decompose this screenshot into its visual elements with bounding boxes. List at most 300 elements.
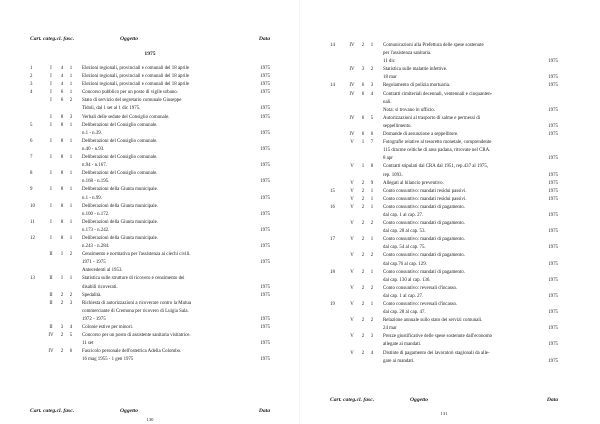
entry-subject-line <box>82 308 270 316</box>
entry-subject-text: Autorizzazioni al trasporto di salme e permessi di <box>383 115 481 121</box>
entry-date: 1975 <box>260 114 270 120</box>
inventory-entry <box>330 115 558 131</box>
entry-subject-text: Conto consuntivo: mandati di pagamento. <box>383 253 465 259</box>
file-number: 2 <box>370 318 374 324</box>
entry-date: 1975 <box>260 211 270 217</box>
entry-subject-line <box>82 340 270 348</box>
left-entry-list <box>30 65 270 364</box>
inventory-entry <box>30 292 270 300</box>
entry-subject-text: Regolamento di polizia mortuaria. <box>383 83 451 89</box>
entry-subject-text: n.1 - n.99. <box>82 195 102 201</box>
inventory-entry <box>30 348 270 364</box>
entry-date: 1975 <box>548 245 558 251</box>
class-number: 1 <box>60 252 64 258</box>
entry-date: 1975 <box>260 341 270 347</box>
entry-subject-line <box>383 42 558 50</box>
footer-subject-label: Oggetto <box>410 397 429 403</box>
entry-subject-line <box>82 332 270 340</box>
entry-date: 1975 <box>548 229 558 235</box>
entry-subject-line <box>82 65 270 73</box>
entry-subject-line <box>383 293 558 301</box>
class-number: 6 <box>361 83 365 89</box>
entry-subject-text: Prezze giustificative delle spese sostenute dall'economo <box>383 334 493 340</box>
inventory-entry <box>330 333 558 349</box>
entry-subject-text: n.1 - n.39. <box>82 130 102 136</box>
entry-subject-line <box>383 285 558 293</box>
entry-subject-line <box>82 243 270 251</box>
entry-subject-line <box>383 220 558 228</box>
category-number: V <box>350 302 354 307</box>
entry-subject-text: dal cap. 28 al cap. 47. <box>383 310 426 316</box>
box-number: 10 <box>30 203 35 209</box>
category-number: V <box>350 334 354 340</box>
entry-subject-text: rep. 1093. <box>383 172 403 178</box>
entry-subject-line <box>82 356 270 364</box>
inventory-entry <box>30 97 270 113</box>
entry-subject-line <box>82 292 270 300</box>
left-page-header <box>30 36 270 45</box>
file-number: 2 <box>370 221 374 227</box>
inventory-entry <box>330 42 558 66</box>
entry-subject-line <box>383 309 558 317</box>
footer-cat-label: Cart. categ.cl. fasc. <box>330 397 375 403</box>
entry-subject-line <box>383 107 558 115</box>
category-number: V <box>350 196 354 202</box>
entry-subject-line <box>383 115 558 123</box>
file-number: 3 <box>370 83 374 89</box>
entry-subject-text: 11 set <box>82 341 94 347</box>
inventory-entry <box>30 203 270 219</box>
entry-subject-line <box>383 147 558 155</box>
class-number: 2 <box>361 237 365 243</box>
entry-subject-text: Conto consuntivo: mandati di pagamento. <box>383 237 465 243</box>
entry-date: 1975 <box>548 180 558 186</box>
category-number: V <box>350 285 354 291</box>
entry-date: 1975 <box>260 66 270 71</box>
inventory-entry <box>30 114 270 122</box>
entry-subject-line <box>82 284 270 292</box>
class-number: 2 <box>361 221 365 227</box>
entry-subject-line <box>82 267 270 275</box>
entry-subject-text: Elezioni regionali, provinciali e comunali del 18 aprile <box>82 66 190 71</box>
category-number: V <box>350 221 354 227</box>
inventory-entry <box>330 188 558 196</box>
entry-subject-text: Deliberazioni della Giunta municipale. <box>82 235 159 241</box>
class-number: 3 <box>361 67 365 73</box>
category-number: I <box>50 138 52 144</box>
entry-subject-text: Nota: si trovano in ufficio. <box>383 107 435 113</box>
entry-subject-line <box>82 138 270 146</box>
entry-subject-text: Contratti stipulati dal CRA dal 1951, rep.437 al 1975, <box>383 164 489 170</box>
category-number: V <box>350 140 354 146</box>
entry-subject-text: Richiesta di autorizzazioni a ricoverare contro la Mutua <box>82 300 192 306</box>
entry-subject-text: Deliberazioni della Giunta municipale. <box>82 203 159 209</box>
entry-subject-text: n.94 - n.167. <box>82 163 107 169</box>
entry-subject-text: Conto consuntivo: mandati di pagamento. <box>383 204 465 210</box>
file-number: 9 <box>370 180 374 186</box>
page-spine <box>299 0 300 424</box>
category-number: V <box>350 269 354 275</box>
entry-date: 1975 <box>260 82 270 88</box>
file-number: 5 <box>69 333 73 339</box>
file-number: 1 <box>370 43 374 48</box>
inventory-entry <box>330 139 558 163</box>
header-cat-label: Cart. categ.cl. fasc. <box>30 36 75 42</box>
entry-subject-text: Conto consuntivo: mandati residui passivi. <box>383 196 467 202</box>
right-page-footer <box>330 397 558 406</box>
entry-subject-line <box>82 235 270 243</box>
entry-subject-line <box>383 358 558 366</box>
box-number: 3 <box>30 82 33 88</box>
class-number: 8 <box>60 171 64 177</box>
entry-subject-text: per l'assistenza sanitaria. <box>383 51 432 57</box>
entry-subject-text: Deliberazioni del Consiglio comunale. <box>82 138 158 144</box>
file-number: 1 <box>69 138 73 144</box>
file-number: 1 <box>370 302 374 307</box>
entry-subject-line <box>82 122 270 130</box>
entry-subject-line <box>82 105 270 113</box>
entry-subject-line <box>82 162 270 170</box>
class-number: 6 <box>60 90 64 96</box>
class-number: 1 <box>361 140 365 146</box>
file-number: 1 <box>370 188 374 194</box>
footer-cat-label: Cart. categ.cl. fasc. <box>30 408 75 414</box>
entry-subject-text: Allegati al bilancio preventivo. <box>383 180 444 186</box>
category-number: I <box>50 90 52 96</box>
entry-subject-text: 115 dracme celtiche di area padana, ritrovate nel CRA. <box>383 148 491 154</box>
entry-subject-line <box>82 324 270 332</box>
entry-date: 1975 <box>548 326 558 332</box>
class-number: 2 <box>60 333 64 339</box>
file-number: 2 <box>69 292 73 298</box>
entry-date: 1975 <box>260 130 270 136</box>
file-number: 6 <box>370 132 374 138</box>
entry-subject-line <box>383 277 558 285</box>
entry-subject-line <box>383 261 558 269</box>
entry-subject-line <box>383 252 558 260</box>
file-number: 1 <box>69 187 73 193</box>
inventory-entry <box>330 301 558 317</box>
class-number: 6 <box>361 132 365 138</box>
year-heading: 1975 <box>144 51 156 57</box>
file-number: 2 <box>69 252 73 258</box>
box-number: 7 <box>30 155 33 161</box>
box-number: 14 <box>330 43 335 48</box>
entry-date: 1975 <box>548 107 558 113</box>
header-subject-label: Oggetto <box>120 36 139 42</box>
inventory-entry <box>30 300 270 324</box>
inventory-entry <box>330 252 558 268</box>
entry-subject-line <box>383 50 558 58</box>
entry-subject-text: Fotografie relative al tesoretto monetale, comprendente <box>383 140 492 146</box>
file-number: 3 <box>69 300 73 306</box>
entry-subject-text: Relazione annuale sullo stato dei servizi comunali. <box>383 318 483 324</box>
entry-date: 1975 <box>548 212 558 218</box>
entry-subject-text: Conto consuntivo: reversali d'incasso. <box>383 285 458 291</box>
box-number: 9 <box>30 187 33 193</box>
category-number: II <box>49 292 53 298</box>
class-number: 3 <box>60 325 64 330</box>
box-number: 13 <box>30 276 35 282</box>
inventory-entry <box>330 220 558 236</box>
class-number: 8 <box>60 114 64 120</box>
class-number: 2 <box>361 269 365 275</box>
entry-subject-text: Colonie estive per minori. <box>82 325 134 330</box>
class-number: 6 <box>361 115 365 121</box>
file-number: 2 <box>370 67 374 73</box>
inventory-entry <box>30 235 270 251</box>
class-number: 2 <box>361 188 365 194</box>
box-number: 8 <box>30 171 33 177</box>
class-number: 8 <box>60 138 64 144</box>
entry-date: 1975 <box>548 277 558 283</box>
category-number: IV <box>349 83 355 89</box>
entry-subject-line <box>383 188 558 196</box>
file-number: 4 <box>69 325 73 330</box>
class-number: 8 <box>60 235 64 241</box>
category-number: V <box>350 180 354 186</box>
entry-subject-line <box>82 195 270 203</box>
entry-subject-text: dal cap. 1 al cap. 27. <box>383 212 424 218</box>
right-page-number: 131 <box>440 411 448 416</box>
category-number: II <box>49 276 53 282</box>
category-number: IV <box>349 132 355 138</box>
entry-subject-text: Antecedenti al 1953. <box>82 268 123 274</box>
entry-subject-text: Verbali delle sedute del Consiglio comunale. <box>82 114 170 120</box>
category-number: I <box>50 82 52 88</box>
category-number: IV <box>349 43 355 48</box>
file-number: 7 <box>370 140 374 146</box>
entry-subject-line <box>82 81 270 89</box>
entry-subject-text: 16 mag 1955 - 1 gen 1975 <box>82 357 134 363</box>
file-number: 2 <box>370 285 374 291</box>
class-number: 2 <box>361 196 365 202</box>
inventory-entry <box>30 122 270 138</box>
class-number: 8 <box>60 219 64 225</box>
entry-subject-text: Conto consuntivo: mandati di pagamento. <box>383 221 465 227</box>
entry-subject-line <box>383 163 558 171</box>
box-number: 16 <box>330 204 335 210</box>
header-date-label: Data <box>258 36 270 42</box>
inventory-entry <box>30 81 270 89</box>
entry-subject-line <box>82 251 270 259</box>
entry-subject-text: 1971 - 1975 <box>82 260 106 266</box>
category-number: I <box>50 122 52 128</box>
inventory-entry <box>330 317 558 333</box>
entry-subject-text: n.40 - n.93. <box>82 146 105 152</box>
inventory-entry <box>30 170 270 186</box>
file-number: 1 <box>370 269 374 275</box>
entry-subject-text: 18 mar <box>383 75 397 81</box>
file-number: 8 <box>370 164 374 170</box>
entry-date: 1975 <box>260 325 270 330</box>
class-number: 6 <box>361 91 365 97</box>
category-number: V <box>350 237 354 243</box>
category-number: IV <box>48 349 54 355</box>
entry-subject-line <box>383 74 558 82</box>
class-number: 2 <box>60 349 64 355</box>
entry-subject-line <box>82 114 270 122</box>
file-number: 1 <box>370 204 374 210</box>
class-number: 2 <box>361 318 365 324</box>
class-number: 2 <box>361 43 365 48</box>
category-number: I <box>50 114 52 120</box>
class-number: 4 <box>60 74 64 80</box>
entry-subject-line <box>82 348 270 356</box>
class-number: 1 <box>60 276 64 282</box>
entry-subject-line <box>383 228 558 236</box>
entry-subject-line <box>383 204 558 212</box>
box-number: 15 <box>330 188 335 194</box>
file-number: 5 <box>370 115 374 121</box>
file-number: 1 <box>69 219 73 225</box>
file-number: 1 <box>69 90 73 96</box>
entry-subject-line <box>383 301 558 309</box>
entry-date: 1975 <box>548 172 558 178</box>
entry-subject-text: seppellimento. <box>383 123 412 129</box>
inventory-entry <box>330 66 558 82</box>
class-number: 8 <box>60 155 64 161</box>
entry-subject-text: Domande di assunzione a seppellitore. <box>383 132 459 138</box>
class-number: 2 <box>361 253 365 259</box>
left-page-footer <box>30 408 270 417</box>
entry-date: 1975 <box>260 195 270 201</box>
entry-subject-text: Conto consuntivo: mandati di pagamento. <box>383 269 465 275</box>
category-number: I <box>50 219 52 225</box>
entry-subject-text: n.100 - n.172. <box>82 211 110 217</box>
entry-date: 1975 <box>260 179 270 185</box>
inventory-entry <box>330 163 558 179</box>
entry-date: 1975 <box>260 260 270 266</box>
category-number: IV <box>349 115 355 121</box>
inventory-entry <box>330 196 558 204</box>
entry-subject-text: commerciante di Cremona per ricovero di Luigia Sala. <box>82 308 189 314</box>
entry-subject-line <box>82 316 270 324</box>
category-number: I <box>50 235 52 241</box>
entry-date: 1975 <box>260 292 270 298</box>
entry-date: 1975 <box>260 227 270 233</box>
entry-subject-line <box>383 333 558 341</box>
box-number: 17 <box>330 237 335 243</box>
file-number: 1 <box>69 66 73 71</box>
entry-subject-text: Deliberazioni del Consiglio comunale. <box>82 155 158 161</box>
entry-subject-text: Statistica sulle malattie infettive. <box>383 67 448 73</box>
entry-subject-line <box>82 259 270 267</box>
inventory-entry <box>330 350 558 366</box>
entry-subject-text: Deliberazioni della Giunta municipale. <box>82 219 159 225</box>
category-number: V <box>350 164 354 170</box>
class-number: 4 <box>60 66 64 71</box>
entry-subject-line <box>383 236 558 244</box>
class-number: 2 <box>60 300 64 306</box>
entry-subject-text: Fascicolo personale dell'ostetrica Adelia Colombo. <box>82 349 182 355</box>
entry-subject-line <box>383 123 558 131</box>
entry-subject-line <box>383 180 558 188</box>
entry-subject-line <box>82 300 270 308</box>
class-number: 2 <box>361 302 365 307</box>
entry-subject-text: Conto consuntivo: reversali d'incasso. <box>383 302 458 307</box>
entry-subject-line <box>82 227 270 235</box>
category-number: V <box>350 318 354 324</box>
entry-subject-line <box>82 89 270 97</box>
entry-subject-line <box>383 196 558 204</box>
category-number: IV <box>349 91 355 97</box>
class-number: 8 <box>60 122 64 128</box>
entry-subject-text: dal cap. 130 al cap. 136. <box>383 277 431 283</box>
entry-subject-line <box>383 325 558 333</box>
entry-date: 1975 <box>260 316 270 322</box>
entry-subject-line <box>82 130 270 138</box>
category-number: I <box>50 155 52 161</box>
footer-subject-label: Oggetto <box>120 408 139 414</box>
category-number: I <box>50 187 52 193</box>
entry-subject-line <box>82 146 270 154</box>
entry-date: 1975 <box>260 244 270 250</box>
box-number: 19 <box>330 302 335 307</box>
inventory-entry <box>330 91 558 115</box>
class-number: 1 <box>361 164 365 170</box>
entry-date: 1975 <box>260 74 270 80</box>
entry-date: 1975 <box>548 132 558 138</box>
entry-subject-line <box>82 97 270 105</box>
entry-subject-line <box>383 155 558 163</box>
entry-subject-text: gare ai mandati. <box>383 358 415 364</box>
entry-date: 1975 <box>260 163 270 169</box>
entry-date: 1975 <box>260 106 270 112</box>
file-number: 2 <box>370 253 374 259</box>
inventory-entry <box>30 275 270 291</box>
right-entry-list <box>330 42 558 366</box>
class-number: 2 <box>361 204 365 210</box>
box-number: 1 <box>30 66 33 71</box>
file-number: 3 <box>69 114 73 120</box>
box-number: 6 <box>30 138 33 144</box>
entry-subject-line <box>383 269 558 277</box>
entry-subject-line <box>383 350 558 358</box>
entry-subject-text: Comunicazioni alla Prefettura delle spese sostenute <box>383 43 484 48</box>
inventory-entry <box>30 138 270 154</box>
entry-subject-text: 11 dic <box>383 59 395 65</box>
inventory-entry <box>30 324 270 332</box>
class-number: 2 <box>60 292 64 298</box>
category-number: II <box>49 300 53 306</box>
entry-subject-line <box>383 172 558 180</box>
entry-subject-text: 1972 - 1975 <box>82 316 106 322</box>
file-number: 1 <box>69 155 73 161</box>
entry-subject-line <box>383 91 558 99</box>
entry-date: 1975 <box>548 123 558 129</box>
inventory-entry <box>30 219 270 235</box>
category-number: II <box>49 325 53 330</box>
entry-subject-text: Censimento e normativa per l'assistenza ai ciechi civili. <box>82 252 191 258</box>
entry-date: 1975 <box>548 293 558 299</box>
entry-date: 1975 <box>260 357 270 363</box>
entry-date: 1975 <box>260 146 270 152</box>
box-number: 18 <box>330 269 335 275</box>
inventory-entry <box>30 65 270 73</box>
file-number: 1 <box>69 235 73 241</box>
file-number: 6 <box>69 349 73 355</box>
class-number: 8 <box>60 187 64 193</box>
left-page-number: 130 <box>146 417 154 422</box>
inventory-entry <box>330 180 558 188</box>
inventory-entry <box>330 131 558 139</box>
entry-date: 1975 <box>548 83 558 89</box>
entry-date: 1975 <box>548 156 558 162</box>
entry-subject-line <box>383 58 558 66</box>
inventory-entry <box>30 154 270 170</box>
entry-subject-text: allegate ai mandati. <box>383 342 422 348</box>
